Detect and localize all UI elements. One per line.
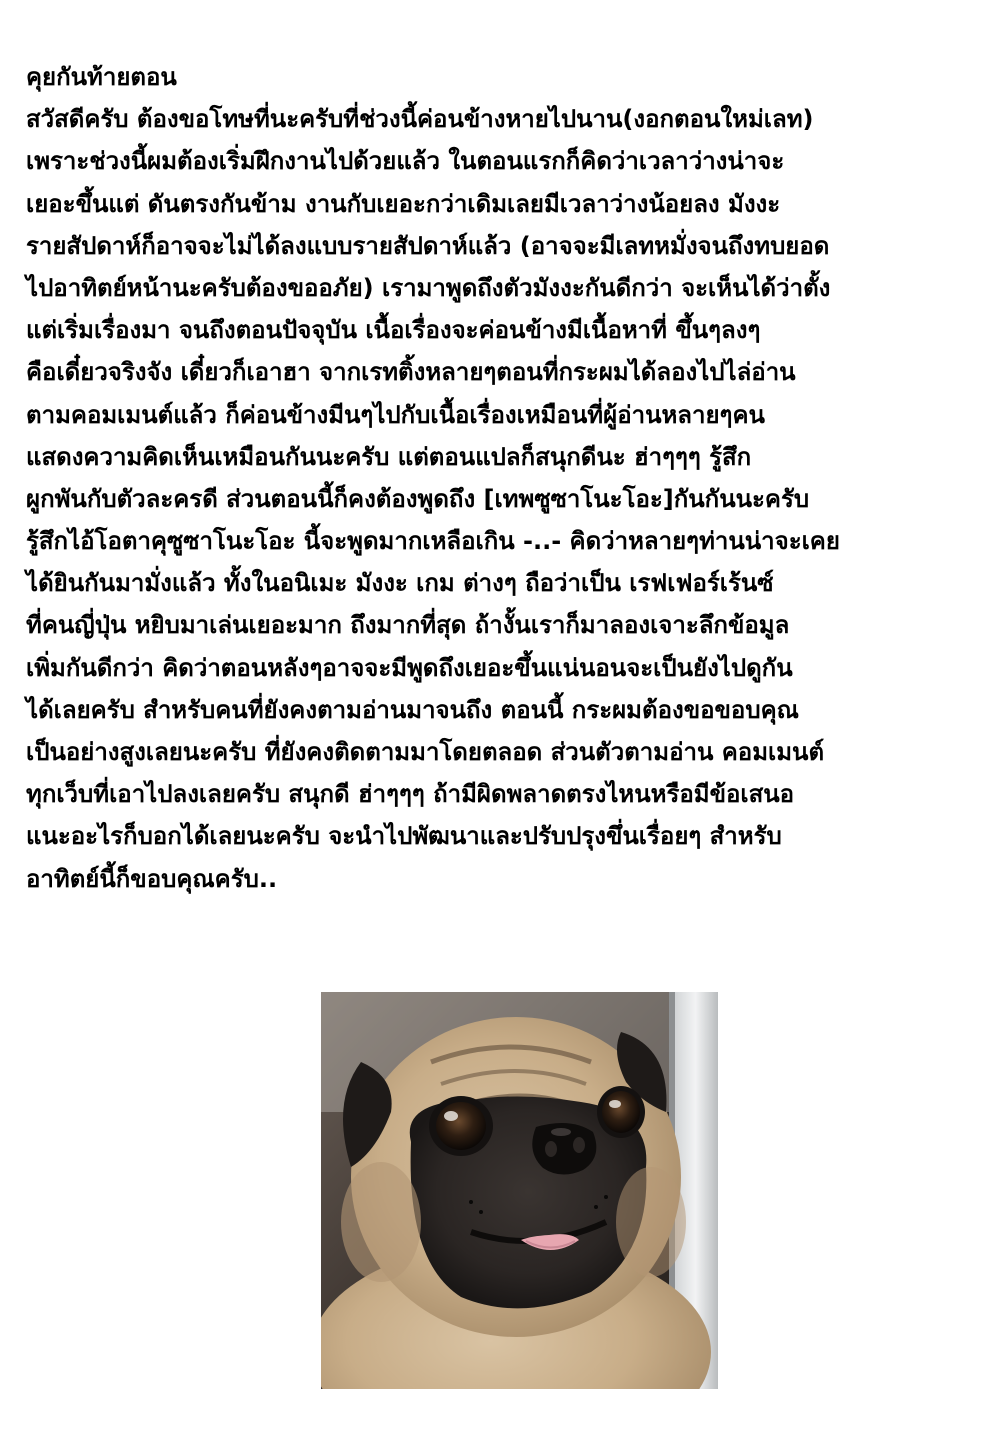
body-line-3: เยอะขึ้นแต่ ดันตรงกันข้าม งานกับเยอะกว่าเดิมเลยมีเวลาว่างน้อยลง มังงะ: [26, 189, 781, 218]
body-line-9: แสดงความคิดเห็นเหมือนกันนะครับ แต่ตอนแปลก็สนุกดีนะ ฮ่าๆๆๆ รู้สึก: [26, 442, 752, 471]
body-line-6: แต่เริ่มเรื่องมา จนถึงตอนปัจจุบัน เนื้อเรื่องจะค่อนข้างมีเนื้อหาที่ ขึ้นๆลงๆ: [26, 316, 761, 345]
body-line-4: รายสัปดาห์ก็อาจจะไม่ได้ลงแบบรายสัปดาห์แล้ว (อาจจะมีเลทหมั่งจนถึงทบยอด: [26, 231, 830, 260]
body-line-11: รู้สึกไอ้โอตาคุซูซาโนะโอะ นี้จะพูดมากเหลือเกิน -..- คิดว่าหลายๆท่านน่าจะเคย: [26, 527, 840, 556]
body-line-15: ได้เลยครับ สำหรับคนที่ยังคงตามอ่านมาจนถึง ตอนนี้ กระผมต้องขอขอบคุณ: [26, 695, 799, 724]
body-line-16: เป็นอย่างสูงเลยนะครับ ที่ยังคงติดตามมาโดยตลอด ส่วนตัวตามอ่าน คอมเมนต์: [26, 738, 825, 766]
body-line-14: เพิ่มกันดีกว่า คิดว่าตอนหลังๆอาจจะมีพูดถึงเยอะขึ้นแน่นอนจะเป็นยังไปดูกัน: [26, 653, 793, 682]
body-line-10: ผูกพันกับตัวละครดี ส่วนตอนนี้ก็คงต้องพูดถึง [เทพซูซาโนะโอะ]กันกันนะครับ: [26, 484, 810, 513]
body-line-5: ไปอาทิตย์หน้านะครับต้องขออภัย) เรามาพูดถึงตัวมังงะกันดีกว่า จะเห็นได้ว่าตั้ง: [26, 273, 831, 302]
article-title: คุยกันท้ายตอน: [26, 63, 177, 91]
body-line-7: คือเดี๋ยวจริงจัง เดี๋ยวก็เอาฮา จากเรทติ้งหลายๆตอนที่กระผมได้ลองไปไล่อ่าน: [26, 358, 796, 387]
pug-illustration: [321, 992, 718, 1389]
body-line-19: อาทิตย์นี้ก็ขอบคุณครับ..: [26, 864, 278, 893]
body-line-17: ทุกเว็บที่เอาไปลงเลยครับ สนุกดี ฮ่าๆๆๆ ถ้ามีผิดพลาดตรงไหนหรือมีข้อเสนอ: [26, 780, 795, 809]
article-text: [26, 56, 986, 900]
body-line-12: ได้ยินกันมามั่งแล้ว ทั้งในอนิเมะ มังงะ เกม ต่างๆ ถือว่าเป็น เรฟเฟอร์เร้นซ์: [26, 569, 774, 598]
body-line-8: ตามคอมเมนต์แล้ว ก็ค่อนข้างมีนๆไปกับเนื้อเรื่องเหมือนที่ผู้อ่านหลายๆคน: [26, 400, 765, 429]
pug-dog-photo: [321, 992, 718, 1389]
body-line-18: แนะอะไรก็บอกได้เลยนะครับ จะนำไปพัฒนาและปรับปรุงขึ่นเรื่อยๆ สำหรับ: [26, 822, 782, 851]
body-line-1: สวัสดีครับ ต้องขอโทษที่นะครับที่ช่วงนี้ค่อนข้างหายไปนาน(งอกตอนใหม่เลท): [26, 105, 814, 134]
body-line-2: เพราะช่วงนี้ผมต้องเริ่มฝึกงานไปด้วยแล้ว ในตอนแรกก็คิดว่าเวลาว่างน่าจะ: [26, 147, 785, 176]
body-line-13: ที่คนญี่ปุ่น หยิบมาเล่นเยอะมาก ถึงมากที่สุด ถ้างั้นเราก็มาลองเจาะลึกข้อมูล: [26, 611, 790, 640]
